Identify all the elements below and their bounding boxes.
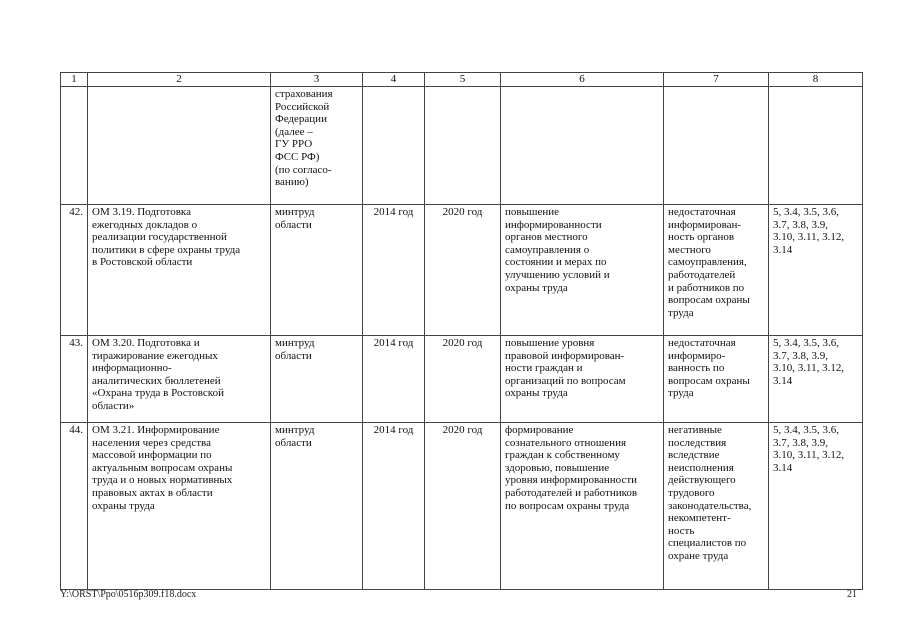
- footer-file-path: Y:\ORST\Ppo\0516p309.f18.docx: [60, 589, 197, 600]
- expected-result-cell: повышение уровня правовой информирован- ности граждан и организаций по вопросам охраны труда: [501, 336, 664, 423]
- column-header-5: 5: [425, 73, 501, 87]
- expected-result-cell: повышение информированности органов местного самоуправления о состоянии и мерах по улучшению условий и охраны труда: [501, 205, 664, 336]
- measure-name-cell: ОМ 3.20. Подготовка и тиражирование ежегодных информационно- аналитических бюллетеней «Охрана труда в Ростовской области»: [88, 336, 271, 423]
- measure-name-cell: ОМ 3.19. Подготовка ежегодных докладов о реализации государственной политики в сфере охраны труда в Ростовской области: [88, 205, 271, 336]
- non-implementation-consequences-cell: [664, 87, 769, 205]
- table-row: [61, 205, 863, 336]
- related-indicators-cell: [769, 87, 863, 205]
- end-year-cell: [425, 87, 501, 205]
- column-header-1: 1: [61, 73, 88, 87]
- row-number-cell: 44.: [61, 423, 88, 590]
- end-year-cell: 2020 год: [425, 205, 501, 336]
- related-indicators-cell: 5, 3.4, 3.5, 3.6, 3.7, 3.8, 3.9, 3.10, 3.11, 3.12, 3.14: [769, 205, 863, 336]
- column-header-6: 6: [501, 73, 664, 87]
- executor-cell: страхования Российской Федерации (далее – ГУ РРО ФСС РФ) (по согласо- ванию): [271, 87, 363, 205]
- table-row: [61, 336, 863, 423]
- program-measures-table: [60, 72, 863, 590]
- measure-name-cell: [88, 87, 271, 205]
- column-number-row: [61, 73, 863, 87]
- column-header-3: 3: [271, 73, 363, 87]
- related-indicators-cell: 5, 3.4, 3.5, 3.6, 3.7, 3.8, 3.9, 3.10, 3.11, 3.12, 3.14: [769, 336, 863, 423]
- column-header-8: 8: [769, 73, 863, 87]
- expected-result-cell: [501, 87, 664, 205]
- non-implementation-consequences-cell: недостаточная информиро- ванность по вопросам охраны труда: [664, 336, 769, 423]
- executor-cell: минтруд области: [271, 423, 363, 590]
- end-year-cell: 2020 год: [425, 336, 501, 423]
- start-year-cell: 2014 год: [363, 423, 425, 590]
- column-header-7: 7: [664, 73, 769, 87]
- column-header-4: 4: [363, 73, 425, 87]
- table-row: [61, 423, 863, 590]
- start-year-cell: 2014 год: [363, 336, 425, 423]
- executor-cell: минтруд области: [271, 205, 363, 336]
- related-indicators-cell: 5, 3.4, 3.5, 3.6, 3.7, 3.8, 3.9, 3.10, 3.11, 3.12, 3.14: [769, 423, 863, 590]
- row-number-cell: 42.: [61, 205, 88, 336]
- non-implementation-consequences-cell: негативные последствия вследствие неисполнения действующего трудового законодательства, некомпетент- ность специалистов по охране труда: [664, 423, 769, 590]
- start-year-cell: 2014 год: [363, 205, 425, 336]
- page-number: 21: [847, 589, 857, 600]
- row-number-cell: 43.: [61, 336, 88, 423]
- executor-cell: минтруд области: [271, 336, 363, 423]
- non-implementation-consequences-cell: недостаточная информирован- ность органов местного самоуправления, работодателей и работников по вопросам охраны труда: [664, 205, 769, 336]
- table-row: [61, 87, 863, 205]
- start-year-cell: [363, 87, 425, 205]
- expected-result-cell: формирование сознательного отношения граждан к собственному здоровью, повышение уровня информированности работодателей и работников по вопросам охраны труда: [501, 423, 664, 590]
- column-header-2: 2: [88, 73, 271, 87]
- end-year-cell: 2020 год: [425, 423, 501, 590]
- measure-name-cell: ОМ 3.21. Информирование населения через средства массовой информации по актуальным вопросам охраны труда и о новых нормативных правовых актах в области охраны труда: [88, 423, 271, 590]
- row-number-cell: [61, 87, 88, 205]
